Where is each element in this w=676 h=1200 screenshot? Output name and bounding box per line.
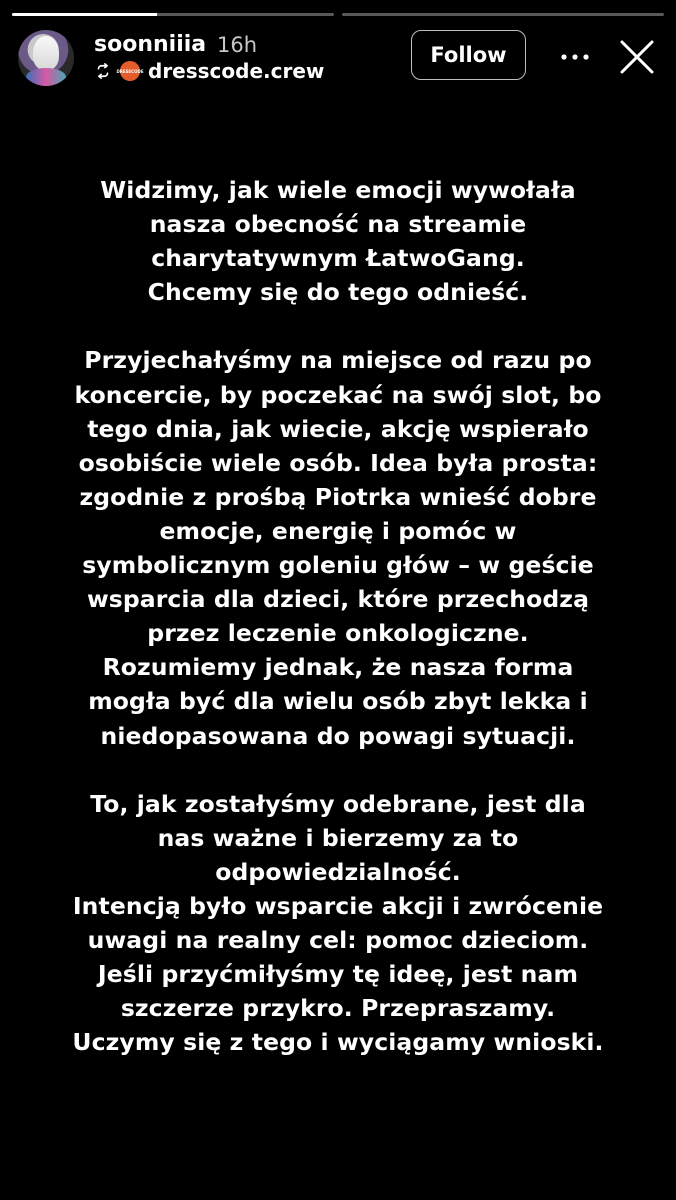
avatar-shirt [26,68,66,86]
story-text [0,173,676,1059]
progress-fill-1 [12,13,157,16]
story-text-line: Przyjechałyśmy na miejsce od razu po [84,346,592,375]
story-text-line: uwagi na realny cel: pomoc dzieciom. [87,926,589,955]
repost-icon [94,62,112,80]
story-text-line: nasza obecność na streamie [149,210,527,239]
story-text-line: szczerze przykro. Przepraszamy. [120,994,556,1023]
more-options-button[interactable] [558,40,592,74]
story-text-line: symbolicznym goleniu głów – w geście [82,551,594,580]
story-text-line: Jeśli przyćmiłyśmy tę ideę, jest nam [97,960,579,989]
story-text-line: koncercie, by poczekać na swój slot, bo [74,380,602,409]
progress-segment-2 [342,13,664,16]
source-account-name[interactable]: dresscode.crew [148,59,325,83]
story-progress [12,13,664,16]
story-text-line: To, jak zostałyśmy odebrane, jest dla [90,789,586,818]
progress-segment-1 [12,13,334,16]
story-text-line: zgodnie z prośbą Piotrka wnieść dobre [79,482,597,511]
more-icon [560,53,590,61]
story-text-line: przez leczenie onkologiczne. [147,619,529,648]
story-text-line: mogła być dla wielu osób zbyt lekka i [88,687,588,716]
story-text-line: niedopasowana do powagi sytuacji. [100,721,576,750]
avatar-hair [33,36,59,70]
source-account-avatar [116,61,144,81]
paragraph-gap [0,309,676,343]
close-icon [619,39,655,75]
reposted-from[interactable] [94,59,324,83]
story-text-line: Rozumiemy jednak, że nasza forma [102,653,574,682]
username[interactable]: soonniiia [94,32,207,57]
story-text-line: odpowiedzialność. [215,857,461,886]
paragraph-gap [0,753,676,787]
source-logo-text: DRESSCODE [116,68,144,74]
story-text-line: Uczymy się z tego i wyciągamy wnioski. [72,1028,604,1057]
story-header [18,28,658,88]
story-text-line: Intencją było wsparcie akcji i zwrócenie [72,891,604,920]
avatar[interactable] [18,30,74,86]
story-text-line: charytatywnym ŁatwoGang. [151,244,525,273]
close-button[interactable] [616,36,658,78]
story-text-line: tego dnia, jak wiecie, akcję wspierało [87,414,589,443]
story-text-line: osobiście wiele osób. Idea była prosta: [78,448,598,477]
story-text-line: emocje, energię i pomóc w [159,516,517,545]
story-text-line: wsparcia dla dzieci, które przechodzą [86,585,590,614]
story-text-line: nas ważne i bierzemy za to [157,823,519,852]
follow-button[interactable]: Follow [411,30,526,80]
story-text-line: Widzimy, jak wiele emocji wywołała [100,176,576,204]
post-time: 16h [217,33,258,57]
story-text-line: Chcemy się do tego odnieść. [147,278,529,307]
